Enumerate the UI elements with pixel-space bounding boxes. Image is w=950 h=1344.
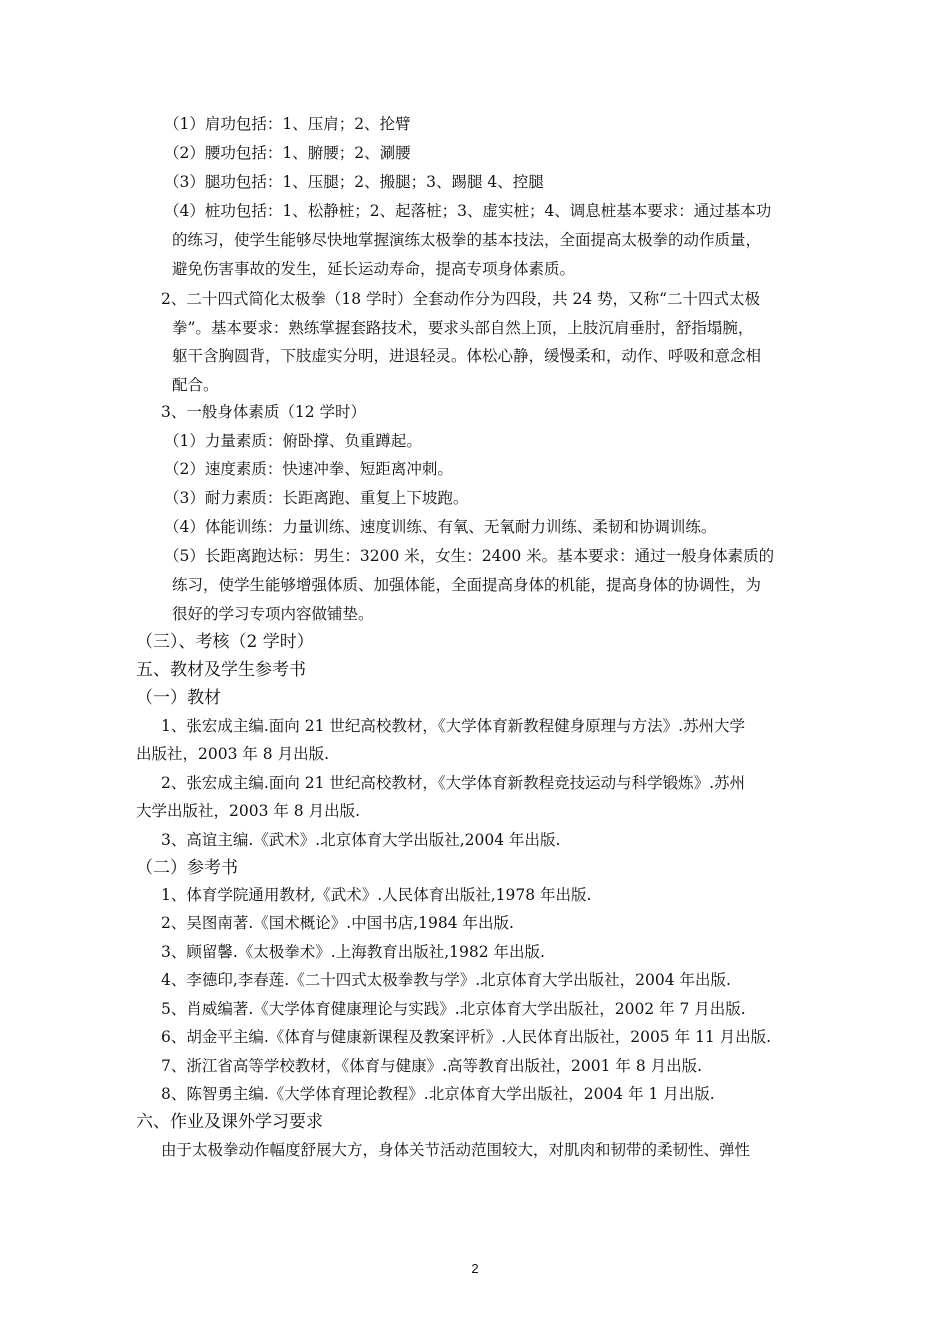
text-line: 2、二十四式简化太极拳（18 学时）全套动作分为四段，共 24 势，又称“二十四式太极 bbox=[161, 290, 761, 308]
text-line: （5）长距离跑达标：男生：3200 米，女生：2400 米。基本要求：通过一般身体素质的 bbox=[164, 547, 775, 565]
section-heading: 五、教材及学生参考书 bbox=[136, 660, 306, 680]
text-line: 2、吴图南著.《国术概论》.中国书店,1984 年出版. bbox=[161, 914, 514, 932]
text-line: 3、高谊主编.《武术》.北京体育大学出版社,2004 年出版. bbox=[161, 831, 561, 849]
text-line: 1、张宏成主编.面向 21 世纪高校教材，《大学体育新教程健身原理与方法》.苏州大学 bbox=[161, 717, 746, 735]
text-line: 拳”。基本要求：熟练掌握套路技术，要求头部自然上顶，上肢沉肩垂肘，舒指塌腕， bbox=[172, 319, 754, 337]
section-heading: （一）教材 bbox=[136, 688, 221, 708]
text-line: 由于太极拳动作幅度舒展大方，身体关节活动范围较大，对肌肉和韧带的柔韧性、弹性 bbox=[161, 1141, 751, 1159]
text-line: （4）桩功包括：1、松静桩；2、起落桩；3、虚实桩；4、调息桩基本要求：通过基本功 bbox=[164, 202, 772, 220]
section-heading: （三）、考核（2 学时） bbox=[136, 632, 314, 652]
text-line: （2）腰功包括：1、腑腰；2、涮腰 bbox=[164, 144, 411, 162]
text-line: 躯干含胸圆背，下肢虚实分明，进退轻灵。体松心静，缓慢柔和，动作、呼吸和意念相 bbox=[172, 347, 762, 365]
text-line: 7、浙江省高等学校教材，《体育与健康》.高等教育出版社，2001 年 8 月出版. bbox=[161, 1057, 703, 1075]
page-number: 2 bbox=[471, 1261, 479, 1276]
text-line: 练习，使学生能够增强体质、加强体能，全面提高身体的机能，提高身体的协调性，为 bbox=[172, 576, 762, 594]
text-line: 3、一般身体素质（12 学时） bbox=[161, 403, 367, 421]
text-line: （4）体能训练：力量训练、速度训练、有氧、无氧耐力训练、柔韧和协调训练。 bbox=[164, 518, 717, 536]
text-line: （1）力量素质：俯卧撑、负重蹲起。 bbox=[164, 432, 422, 450]
text-line: 3、顾留馨.《太极拳术》.上海教育出版社,1982 年出版. bbox=[161, 943, 545, 961]
text-line: （2）速度素质：快速冲拳、短距离冲刺。 bbox=[164, 460, 453, 478]
text-line: 配合。 bbox=[172, 376, 219, 394]
text-line: 的练习，使学生能够尽快地掌握演练太极拳的基本技法，全面提高太极拳的动作质量， bbox=[172, 231, 762, 249]
text-line: 4、李德印,李春莲.《二十四式太极拳教与学》.北京体育大学出版社，2004 年出版. bbox=[161, 971, 731, 989]
text-line: 2、张宏成主编.面向 21 世纪高校教材，《大学体育新教程竞技运动与科学锻炼》.苏州 bbox=[161, 774, 746, 792]
text-line: 出版社，2003 年 8 月出版. bbox=[136, 745, 330, 763]
text-line: 大学出版社，2003 年 8 月出版. bbox=[136, 802, 361, 820]
section-heading: （二）参考书 bbox=[136, 858, 238, 878]
text-line: （3）耐力素质：长距离跑、重复上下坡跑。 bbox=[164, 489, 469, 507]
text-line: 8、陈智勇主编.《大学体育理论教程》.北京体育大学出版社，2004 年 1 月出版. bbox=[161, 1085, 715, 1103]
text-line: （3）腿功包括：1、压腿；2、搬腿；3、踢腿 4、控腿 bbox=[164, 173, 544, 191]
text-line: 5、肖威编著.《大学体育健康理论与实践》.北京体育大学出版社，2002 年 7 月出版. bbox=[161, 1000, 746, 1018]
text-line: 避免伤害事故的发生，延长运动寿命，提高专项身体素质。 bbox=[172, 260, 576, 278]
text-line: 很好的学习专项内容做铺垫。 bbox=[172, 605, 374, 623]
text-line: 1、体育学院通用教材,《武术》.人民体育出版社,1978 年出版. bbox=[161, 886, 592, 904]
text-line: （1）肩功包括：1、压肩；2、抡臂 bbox=[164, 115, 411, 133]
text-line: 6、胡金平主编.《体育与健康新课程及教案评析》.人民体育出版社，2005 年 11 月出版. bbox=[161, 1028, 772, 1046]
section-heading: 六、作业及课外学习要求 bbox=[136, 1112, 323, 1132]
